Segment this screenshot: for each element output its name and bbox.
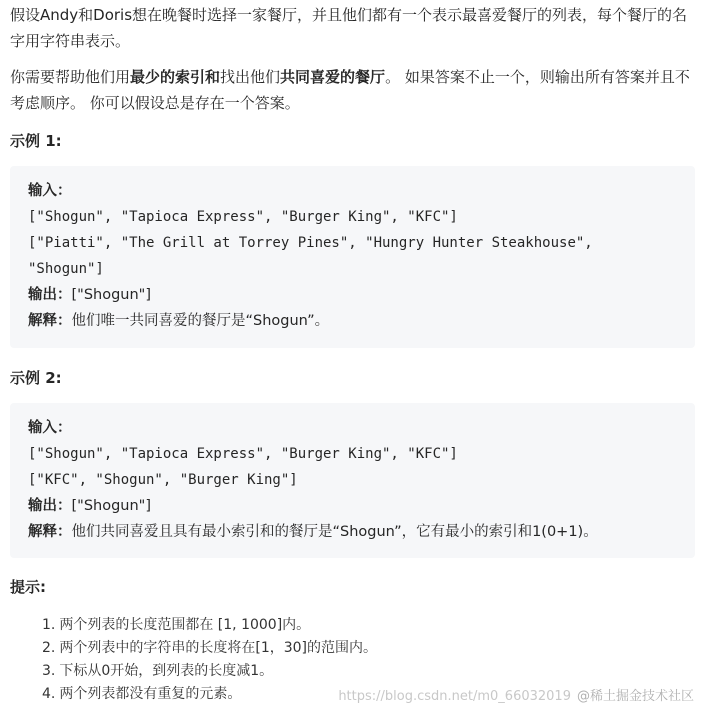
intro-text-part-1: 你需要帮助他们用 xyxy=(10,68,131,86)
tips-item-4-number: 4. xyxy=(42,686,56,702)
example-2-output-value: ["Shogun"] xyxy=(71,498,152,514)
example-2-box xyxy=(10,403,695,558)
example-1-explain-label: 解释： xyxy=(28,313,72,329)
example-1-output-value: ["Shogun"] xyxy=(71,287,152,303)
example-2-heading: 示例 2: xyxy=(10,369,62,387)
example-1-box xyxy=(10,166,695,348)
example-2-input-label: 输入： xyxy=(28,420,72,436)
example-2-input-label-line xyxy=(28,415,677,441)
tips-item-4-text: 两个列表都没有重复的元素。 xyxy=(59,686,242,702)
tips-item-1 xyxy=(42,614,682,637)
example-2-explain-text: 他们共同喜爱且具有最小索引和的餐厅是“Shogun”，它有最小的索引和1(0+1)。 xyxy=(71,524,598,540)
example-2-output-label: 输出： xyxy=(28,498,72,514)
tips-item-2-text: 两个列表中的字符串的长度将在[1，30]的范围内。 xyxy=(59,640,378,656)
tips-item-1-number: 1. xyxy=(42,617,56,633)
example-1-input-line-3: "Shogun"] xyxy=(28,261,104,277)
example-1-input-label: 输入： xyxy=(28,183,72,199)
intro-bold-common-restaurant: 共同喜爱的餐厅 xyxy=(280,68,386,86)
watermark xyxy=(338,687,694,707)
example-2-output-line xyxy=(28,493,677,519)
intro-bold-min-index-sum: 最少的索引和 xyxy=(130,68,221,86)
watermark-brand: @稀土掘金技术社区 xyxy=(576,689,694,704)
example-1-output-line xyxy=(28,282,677,308)
example-2-input-line-1: ["Shogun", "Tapioca Express", "Burger King", "KFC"] xyxy=(28,446,458,462)
example-2-explain-line xyxy=(28,519,677,545)
intro-text-part-2: 找出他们 xyxy=(220,68,281,86)
example-1-input-line-2: ["Piatti", "The Grill at Torrey Pines", "Hungry Hunter Steakhouse", xyxy=(28,235,593,251)
example-1-input-line-1: ["Shogun", "Tapioca Express", "Burger King", "KFC"] xyxy=(28,209,458,225)
example-1-heading: 示例 1: xyxy=(10,132,62,150)
example-1-explain-text: 他们唯一共同喜爱的餐厅是“Shogun”。 xyxy=(71,313,330,329)
example-2-explain-label: 解释： xyxy=(28,524,72,540)
tips-item-3-number: 3. xyxy=(42,663,56,679)
watermark-url: https://blog.csdn.net/m0_66032019 xyxy=(338,689,571,704)
example-1-explain-line xyxy=(28,308,677,334)
example-1-output-label: 输出： xyxy=(28,287,72,303)
intro-paragraph-2 xyxy=(10,64,694,116)
tips-item-3-text: 下标从0开始，到列表的长度减1。 xyxy=(59,663,274,679)
tips-item-3 xyxy=(42,660,682,683)
tips-item-2-number: 2. xyxy=(42,640,56,656)
example-2-input-line-2: ["KFC", "Shogun", "Burger King"] xyxy=(28,472,298,488)
tips-item-1-text: 两个列表的长度范围都在 [1, 1000]内。 xyxy=(59,617,311,633)
example-1-input-label-line xyxy=(28,178,677,204)
tips-heading: 提示: xyxy=(10,578,46,596)
tips-item-2 xyxy=(42,637,682,660)
intro-paragraph-1: 假设Andy和Doris想在晚餐时选择一家餐厅，并且他们都有一个表示最喜爱餐厅的列表，每个餐厅的名字用字符串表示。 xyxy=(10,6,688,50)
intro-text-part-3: 。 如果答案不止一个，则输出所有答案并且不考虑顺序。 你可以假设总是存在一个答案。 xyxy=(10,68,690,112)
